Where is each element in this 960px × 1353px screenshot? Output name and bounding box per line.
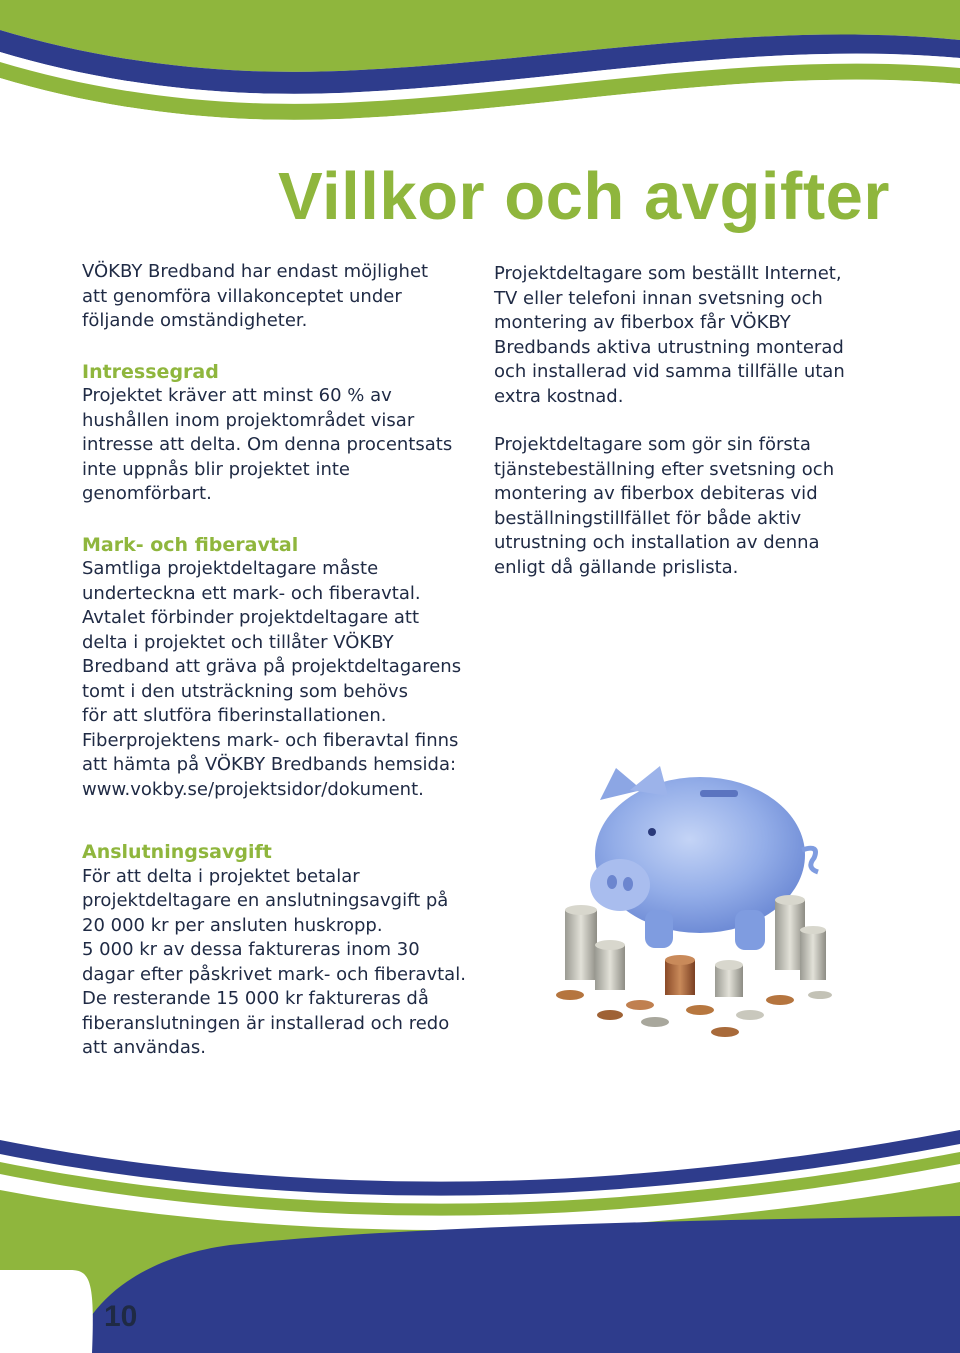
mark-line: Samtliga projektdeltagare måste [82, 558, 379, 579]
page-number: 10 [104, 1300, 138, 1333]
right-para1-line: montering av fiberbox får VÖKBY [494, 312, 791, 333]
intressegrad-line: Projektet kräver att minst 60 % av [82, 385, 392, 406]
intressegrad-line: genomförbart. [82, 483, 212, 504]
right-para2-line: Projektdeltagare som gör sin första [494, 434, 811, 455]
right-para2-line: tjänstebeställning efter svetsning och [494, 458, 835, 480]
intressegrad-line: intresse att delta. Om denna procentsats [82, 434, 453, 455]
anslutning-line: För att delta i projektet betalar [82, 865, 360, 887]
mark-line: underteckna ett mark- och fiberavtal. [82, 582, 421, 604]
mark-line: Bredband att gräva på projektdeltagarens [82, 656, 462, 677]
anslutning-line: fiberanslutningen är installerad och redo [82, 1012, 450, 1034]
right-para1-line: Projektdeltagare som beställt Internet, [494, 263, 842, 284]
page-title: Villkor och avgifter [278, 159, 890, 234]
anslutning-line: dagar efter påskrivet mark- och fiberavtal. [82, 963, 466, 985]
right-para1-line: TV eller telefoni innan svetsning och [494, 287, 823, 309]
anslutning-line: att användas. [82, 1037, 206, 1058]
right-para1-line: extra kostnad. [494, 385, 624, 407]
mark-line: delta i projektet och tillåter VÖKBY [82, 631, 394, 653]
right-column [494, 262, 874, 580]
anslutning-line: 5 000 kr av dessa faktureras inom 30 [82, 939, 420, 960]
intressegrad-line: hushållen inom projektområdet visar [82, 409, 415, 431]
anslutning-line: 20 000 kr per ansluten huskropp. [82, 914, 383, 936]
right-para2-line: utrustning och installation av denna [494, 532, 820, 553]
intressegrad-heading: Intressegrad [82, 360, 219, 383]
right-para1-line: Bredbands aktiva utrustning monterad [494, 336, 844, 358]
mark-line: tomt i den utsträckning som behövs [82, 680, 408, 702]
footer-swoosh [0, 1120, 960, 1353]
mark-heading: Mark- och fiberavtal [82, 533, 299, 556]
mark-line: Avtalet förbinder projektdeltagare att [82, 607, 420, 628]
intro-line: följande omständigheter. [82, 310, 308, 331]
right-para2-line: beställningstillfället för både aktiv [494, 507, 802, 529]
anslutning-heading: Anslutningsavgift [82, 841, 272, 863]
intressegrad-line: inte uppnås blir projektet inte [82, 458, 351, 480]
left-column-lower [82, 840, 482, 1061]
mark-line: att hämta på VÖKBY Bredbands hemsida: [82, 754, 457, 775]
mark-line: för att slutföra fiberinstallationen. [82, 705, 387, 726]
intro-line: att genomföra villakonceptet under [82, 285, 402, 307]
anslutning-line: projektdeltagare en anslutningsavgift på [82, 890, 449, 911]
intro-line: VÖKBY Bredband har endast möjlighet [82, 261, 429, 282]
left-column [82, 260, 482, 802]
right-para2-line: montering av fiberbox debiteras vid [494, 483, 818, 504]
header-swoosh [0, 0, 960, 170]
right-para2-line: enligt då gällande prislista. [494, 556, 739, 578]
right-para1-line: och installerad vid samma tillfälle utan [494, 361, 845, 382]
anslutning-line: De resterande 15 000 kr faktureras då [82, 988, 429, 1009]
mark-line: Fiberprojektens mark- och fiberavtal finns [82, 729, 459, 751]
website-link[interactable]: www.vokby.se/projektsidor/dokument. [82, 778, 424, 800]
piggy-bank-with-coins-icon [550, 760, 840, 1060]
